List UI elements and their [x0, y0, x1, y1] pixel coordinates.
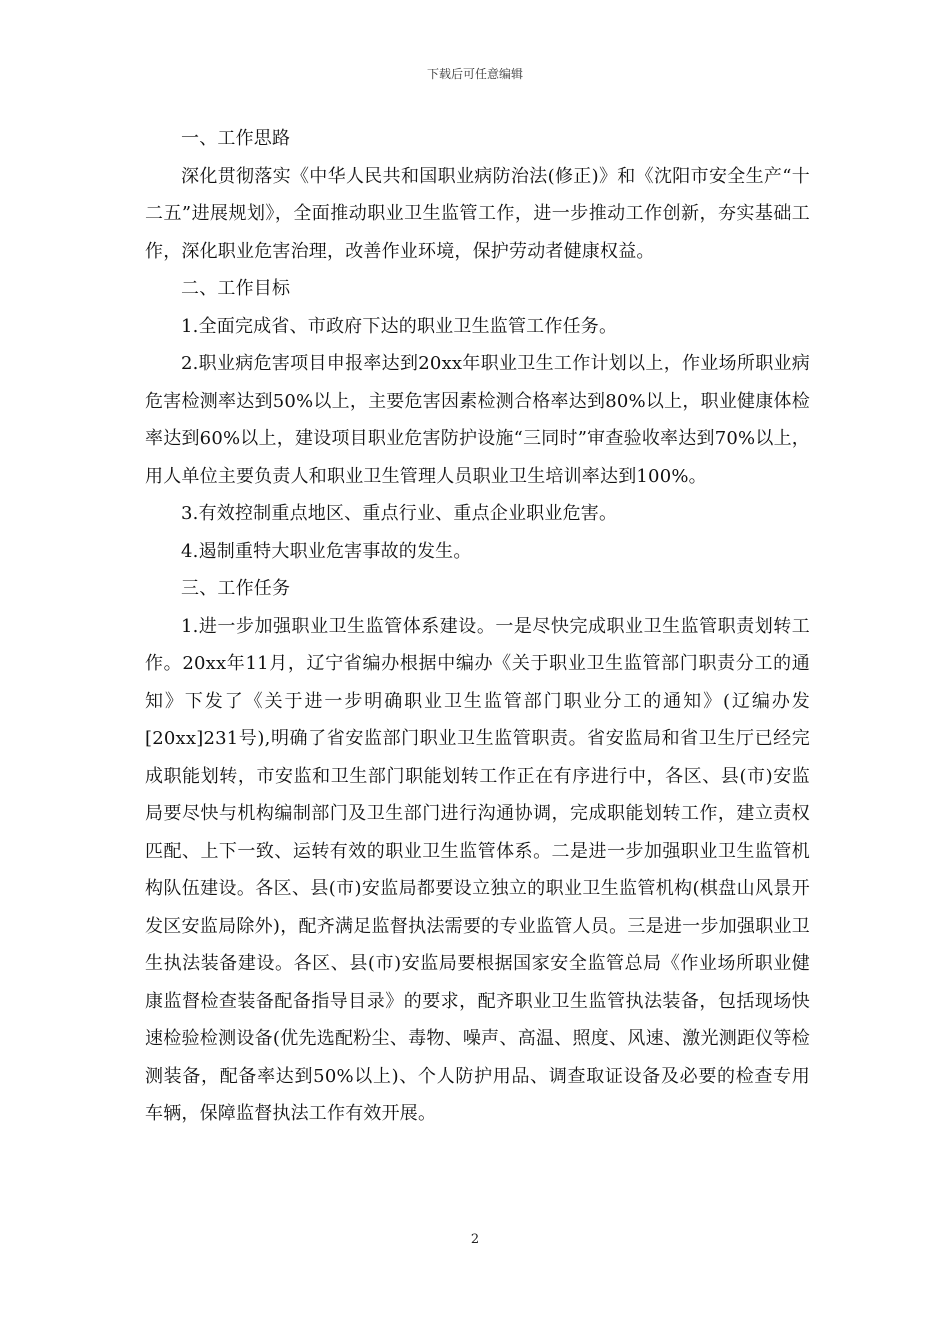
section-heading-work-tasks: 三、工作任务 [181, 578, 291, 599]
goal-item-3: 3.有效控制重点地区、重点行业、重点企业职业危害。 [181, 503, 618, 524]
task-item-1: 1.进一步加强职业卫生监管体系建设。一是尽快完成职业卫生监管职责划转工作。20xx年11月，辽宁省编办根据中编办《关于职业卫生监管部门职责分工的通知》下发了《关于进一步明确职业卫生监管部门职业分工的通知》(辽编办发[20xx]231号),明确了省安监部门职业卫生监管职责。省安监局和省卫生厅已经完成职能划转，市安监和卫生部门职能划转工作正在有序进行中，各区、县(市)安监局要尽快与机构编制部门及卫生部门进行沟通协调，完成职能划转工作，建立责权匹配、上下一致、运转有效的职业卫生监管体系。二是进一步加强职业卫生监管机构队伍建设。各区、县(市)安监局都要设立独立的职业卫生监管机构(棋盘山风景开发区安监局除外)，配齐满足监督执法需要的专业监管人员。三是进一步加强职业卫生执法装备建设。各区、县(市)安监局要根据国家安全监管总局《作业场所职业健康监督检查装备配备指导目录》的要求，配齐职业卫生监管执法装备，包括现场快速检验检测设备(优先选配粉尘、毒物、噪声、高温、照度、风速、激光测距仪等检测装备，配备率达到50%以上)、个人防护用品、调查取证设备及必要的检查专用车辆，保障监督执法工作有效开展。 [145, 615, 810, 1124]
document-body [145, 120, 810, 1133]
goal-item-4: 4.遏制重特大职业危害事故的发生。 [181, 540, 472, 562]
page-number: 2 [470, 1232, 480, 1247]
goal-item-2: 2.职业病危害项目申报率达到20xx年职业卫生工作计划以上，作业场所职业病危害检测率达到50%以上，主要危害因素检测合格率达到80%以上，职业健康体检率达到60%以上，建设项目职业危害防护设施“三同时”审查验收率达到70%以上，用人单位主要负责人和职业卫生管理人员职业卫生培训率达到100%。 [145, 353, 810, 487]
goal-item-1: 1.全面完成省、市政府下达的职业卫生监管工作任务。 [181, 315, 618, 337]
section-heading-work-approach: 一、工作思路 [181, 128, 291, 149]
section-heading-work-goals: 二、工作目标 [181, 278, 291, 299]
page-header: 下载后可任意编辑 [426, 67, 523, 81]
paragraph-work-approach: 深化贯彻落实《中华人民共和国职业病防治法(修正)》和《沈阳市安全生产“十二五”进展规划》，全面推动职业卫生监管工作，进一步推动工作创新，夯实基础工作，深化职业危害治理，改善作业环境，保护劳动者健康权益。 [145, 165, 810, 262]
